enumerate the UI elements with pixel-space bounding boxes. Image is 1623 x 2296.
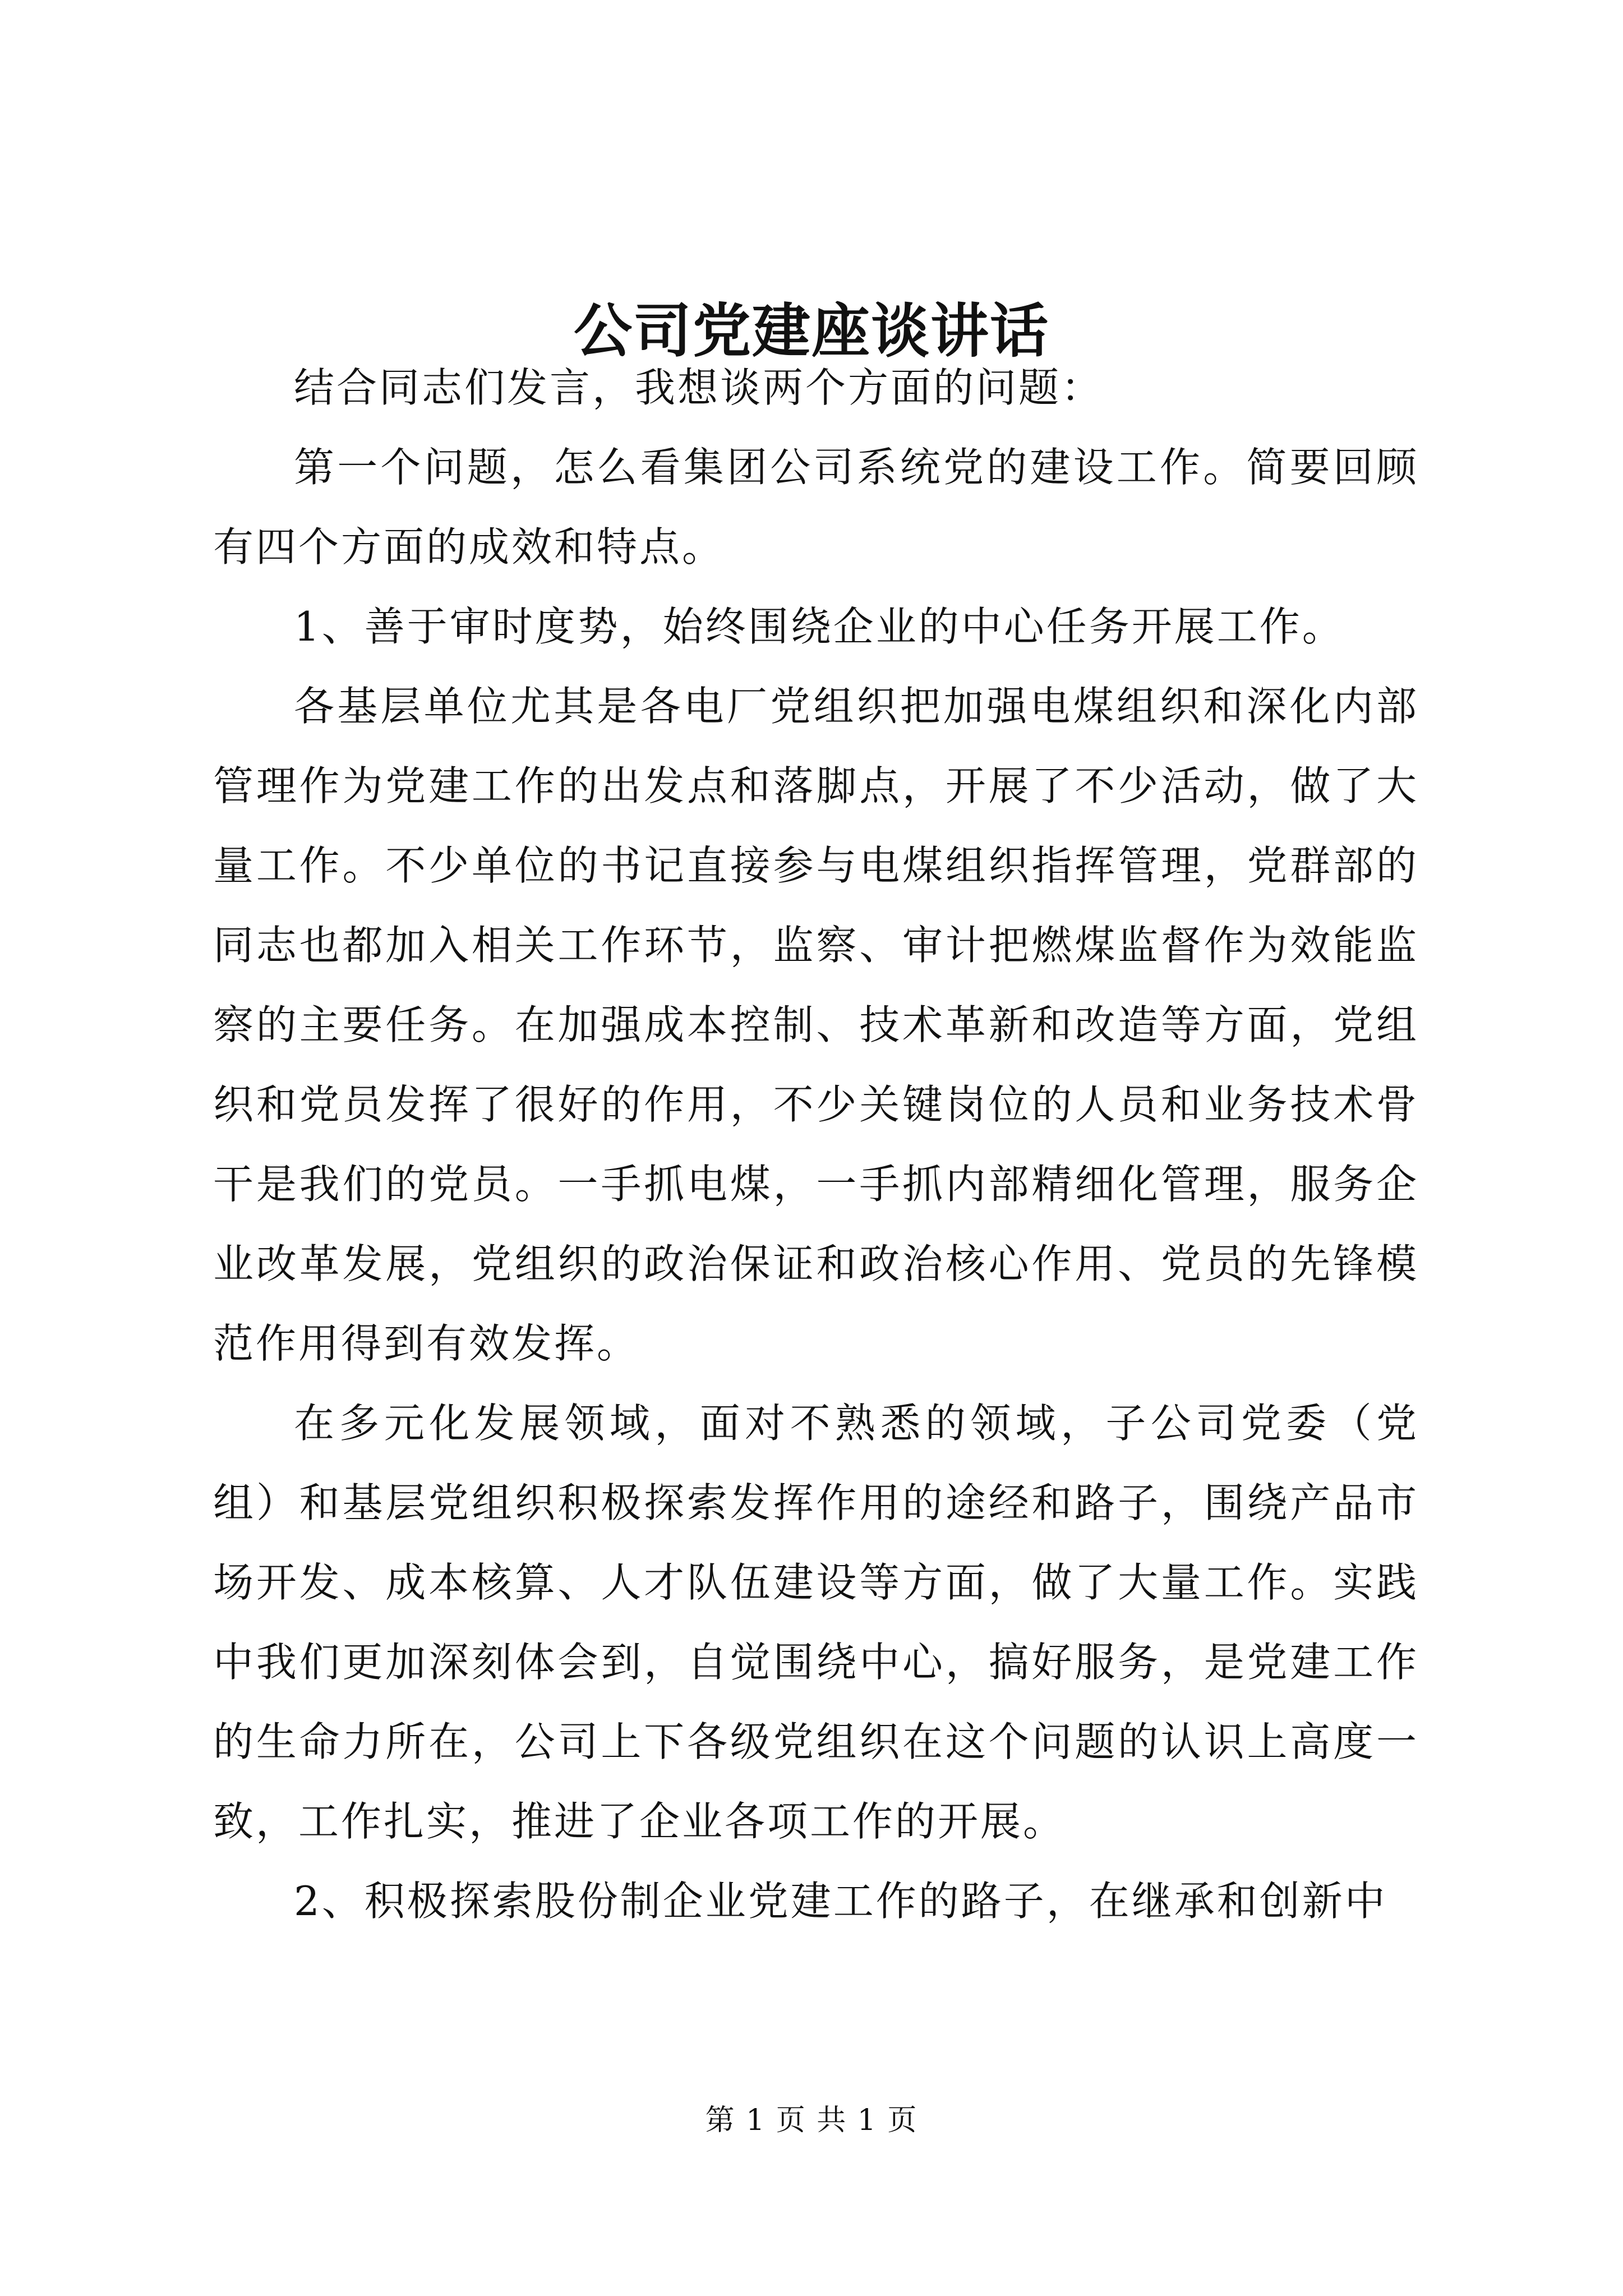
paragraph: 在多元化发展领域，面对不熟悉的领域，子公司党委（党组）和基层党组织积极探索发挥作用的途经和路子，围绕产品市场开发、成本核算、人才队伍建设等方面，做了大量工作。实践中我们更加深刻体会到，自觉围绕中心，搞好服务，是党建工作的生命力所在，公司上下各级党组织在这个问题的认识上高度一致，工作扎实，推进了企业各项工作的开展。 [213,1400,1419,1845]
paragraph: 1、善于审时度势，始终围绕企业的中心任务开展工作。 [294,603,1345,650]
paragraph: 各基层单位尤其是各电厂党组织把加强电煤组织和深化内部管理作为党建工作的出发点和落脚点，开展了不少活动，做了大量工作。不少单位的书记直接参与电煤组织指挥管理，党群部的同志也都加入相关工作环节，监察、审计把燃煤监督作为效能监察的主要任务。在加强成本控制、技术革新和改造等方面，党组织和党员发挥了很好的作用，不少关键岗位的人员和业务技术骨干是我们的党员。一手抓电煤，一手抓内部精细化管理，服务企业改革发展，党组织的政治保证和政治核心作用、党员的先锋模范作用得到有效发挥。 [213,683,1419,1367]
document-body [213,348,1419,1941]
paragraph: 结合同志们发言，我想谈两个方面的问题： [294,364,1104,411]
paragraph: 第一个问题，怎么看集团公司系统党的建设工作。简要回顾有四个方面的成效和特点。 [213,444,1419,570]
document-title: 公司党建座谈讲话 [573,296,1049,365]
paragraph: 2、积极探索股份制企业党建工作的路子，在继承和创新中 [294,1878,1387,1925]
page-footer: 第 1 页 共 1 页 [705,2104,918,2137]
